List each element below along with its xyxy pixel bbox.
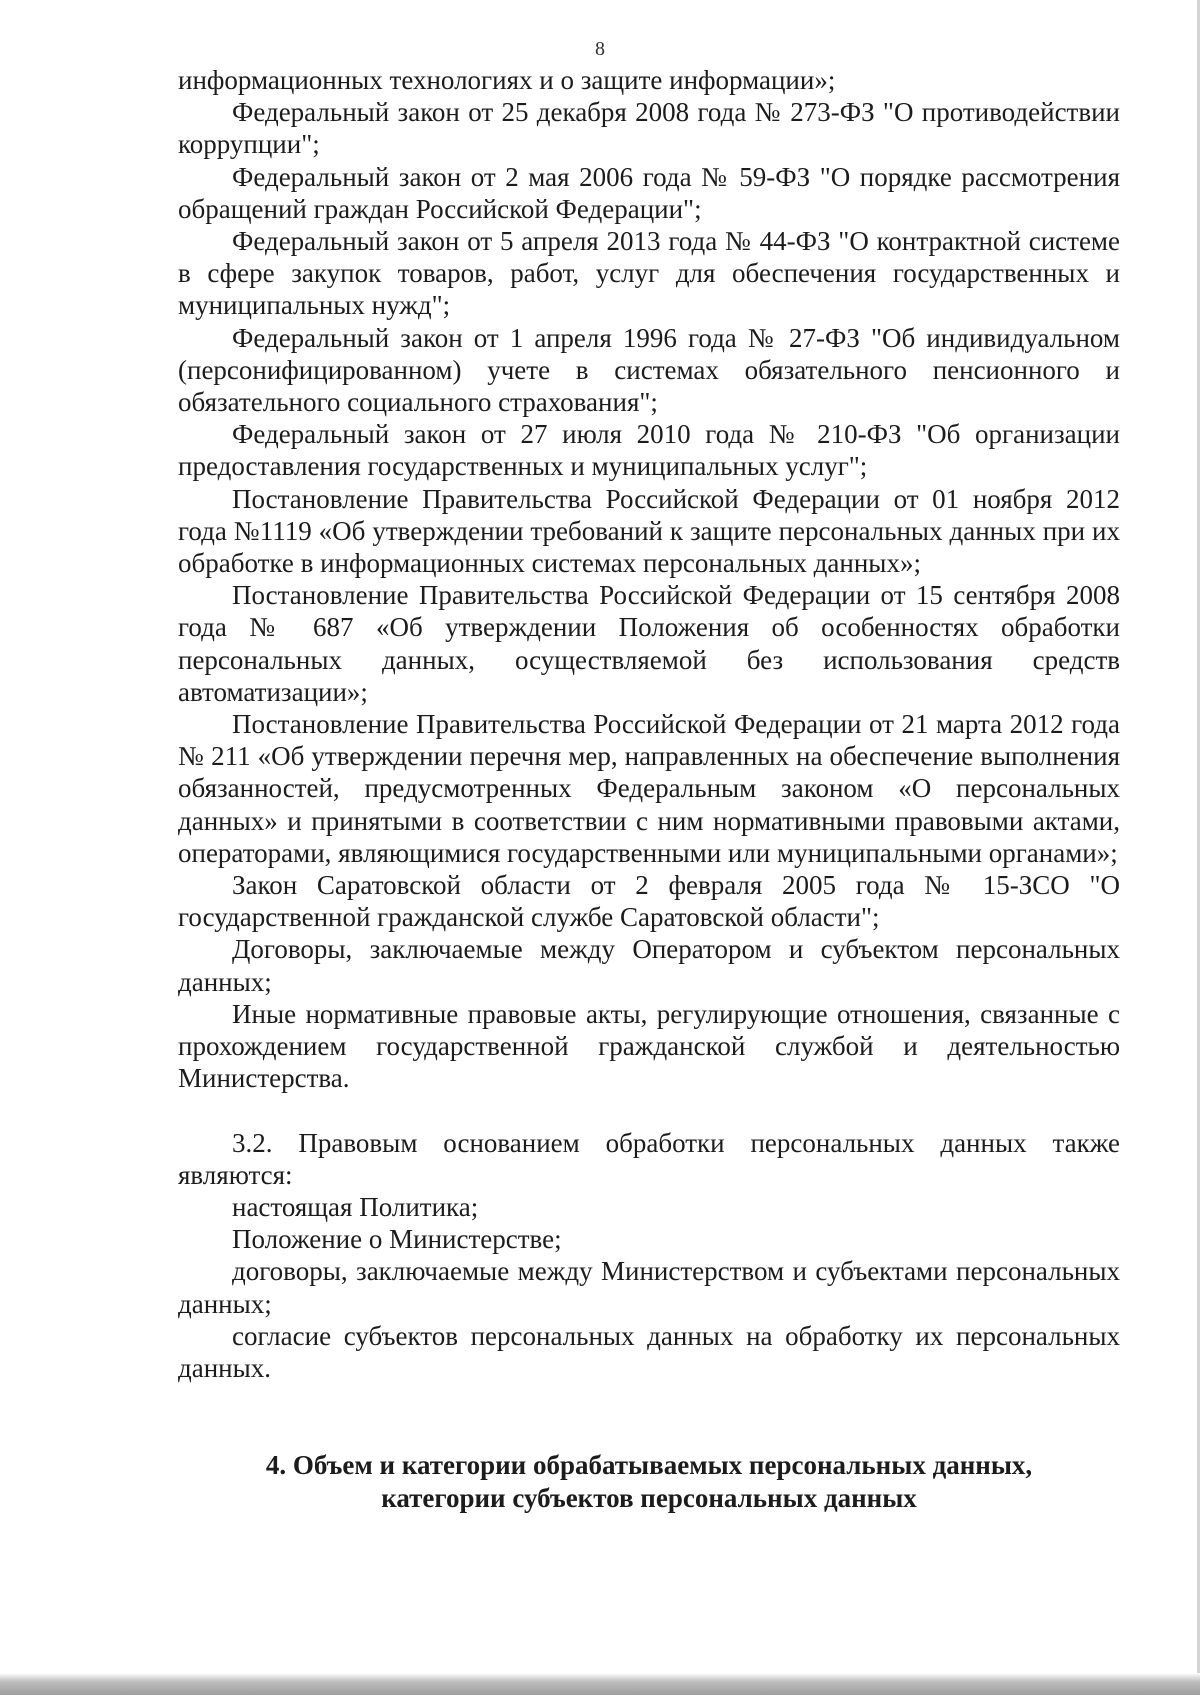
scan-bottom-edge bbox=[0, 1673, 1200, 1695]
paragraph: Постановление Правительства Российской Федерации от 01 ноября 2012 года №1119 «Об утверждении требований к защите персональных данных при их обработке в информационных системах персональных данных»; bbox=[178, 483, 1120, 579]
section-4-heading bbox=[178, 1449, 1120, 1515]
paragraph: Закон Саратовской области от 2 февраля 2005 года № 15-ЗСО "О государственной гражданской службе Саратовской области"; bbox=[178, 870, 1120, 933]
section-3-2-item: Положение о Министерстве; bbox=[232, 1224, 562, 1255]
paragraph: Федеральный закон от 2 мая 2006 года № 59-ФЗ "О порядке рассмотрения обращений граждан Российской Федерации"; bbox=[178, 161, 1120, 224]
paragraph: Постановление Правительства Российской Федерации от 21 марта 2012 года № 211 «Об утверждении перечня мер, направленных на обеспечение выполнения обязанностей, предусмотренных Федеральным законом «О персональных данных» и принятыми в соответствии с ним нормативными правовыми актами, операторами, являющимися государственными или муниципальными органами»; bbox=[178, 709, 1120, 868]
section-3-2-item: согласие субъектов персональных данных на обработку их персональных данных. bbox=[178, 1320, 1120, 1383]
paragraph: Федеральный закон от 27 июля 2010 года № 210-ФЗ "Об организации предоставления государственных и муниципальных услуг"; bbox=[178, 419, 1120, 482]
spacer bbox=[178, 1095, 1120, 1127]
paragraph: Федеральный закон от 1 апреля 1996 года № 27-ФЗ "Об индивидуальном (персонифицированном) учете в системах обязательного пенсионного и обязательного социального страхования"; bbox=[178, 322, 1120, 418]
paragraph: Постановление Правительства Российской Федерации от 15 сентября 2008 года № 687 «Об утверждении Положения об особенностях обработки персональных данных, осуществляемой без использования средств автоматизации»; bbox=[178, 580, 1120, 707]
paragraph: Иные нормативные правовые акты, регулирующие отношения, связанные с прохождением государственной гражданской службой и деятельностью Министерства. bbox=[178, 998, 1120, 1094]
section-3-2-item: договоры, заключаемые между Министерством и субъектами персональных данных; bbox=[178, 1256, 1120, 1319]
document-body bbox=[178, 64, 1120, 1384]
paragraph: Договоры, заключаемые между Оператором и субъектом персональных данных; bbox=[178, 934, 1120, 997]
page-number: 8 bbox=[595, 38, 605, 60]
section-4-heading-line-2: категории субъектов персональных данных bbox=[381, 1483, 917, 1513]
paragraph: Федеральный закон от 25 декабря 2008 года № 273-ФЗ "О противодействии коррупции"; bbox=[178, 97, 1120, 160]
section-3-2-item: настоящая Политика; bbox=[232, 1191, 479, 1222]
paragraph: информационных технологиях и о защите информации»; bbox=[178, 65, 836, 95]
section-3-2-intro: 3.2. Правовым основанием обработки персональных данных также являются: bbox=[178, 1127, 1120, 1190]
section-4-heading-line-1: 4. Объем и категории обрабатываемых персональных данных, bbox=[265, 1450, 1033, 1480]
paragraph: Федеральный закон от 5 апреля 2013 года № 44-ФЗ "О контрактной системе в сфере закупок товаров, работ, услуг для обеспечения государственных и муниципальных нужд"; bbox=[178, 226, 1120, 321]
